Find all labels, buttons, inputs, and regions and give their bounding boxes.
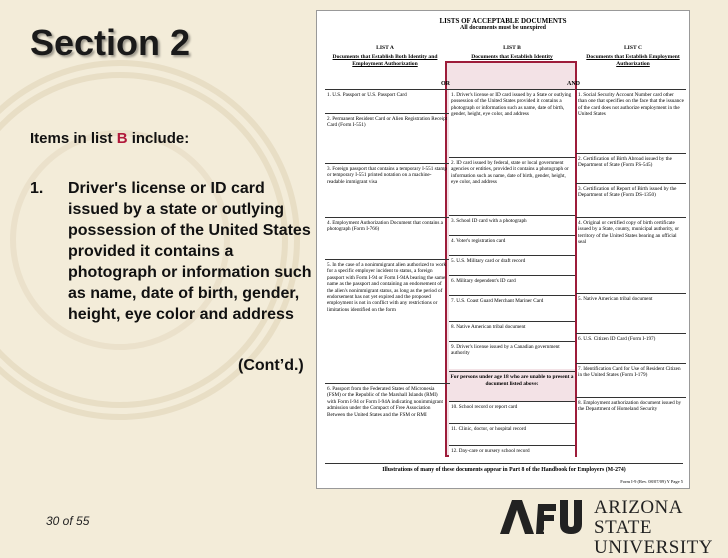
list-b-minor-item: 10. School record or report card: [449, 401, 575, 423]
list-c-item: 8. Employment authorization document issued by the Department of Homeland Security: [576, 397, 686, 437]
list-b-doc-item: 7. U.S. Coast Guard Merchant Mariner Card: [449, 295, 575, 321]
list-a-item: 5. In the case of a nonimmigrant alien authorized to work for a specific employer incident to status, a foreign passport with Form I-94 or Form I-94A bearing the same name as the passport and containing an endorsement of the alien's nonimmigrant status, as long as the period of endorsement has not yet expired and the proposed employment is not in conflict with any restrictions or limitations identified on the form: [325, 259, 450, 383]
list-b-doc-item: 2. ID card issued by federal, state or local government agencies or entities, provided it contains a photograph or information such as name, date of birth, gender, height, eye color, and address: [449, 157, 575, 215]
list-a-title: LIST A: [376, 45, 394, 51]
list-b-doc-item: 3. School ID card with a photograph: [449, 215, 575, 235]
asu-mark-icon: [498, 498, 588, 536]
continued-label: (Cont’d.): [238, 357, 304, 374]
item-number: 1.: [30, 180, 44, 197]
list-a-item: 1. U.S. Passport or U.S. Passport Card: [325, 89, 450, 113]
list-a-item: 3. Foreign passport that contains a temporary I-551 stamp or temporary I-551 printed notation on a machine-readable immigrant visa: [325, 163, 450, 217]
slide-number: 30 of 55: [46, 514, 90, 528]
list-a-header: [325, 45, 445, 68]
list-c-item: 4. Original or certified copy of birth certificate issued by a State, county, municipal authority, or territory of the United States bearing an official seal: [576, 217, 686, 293]
asu-logo: [498, 494, 718, 558]
list-b-subtitle: Documents that Establish Identity: [471, 54, 553, 60]
slide-title: Section 2: [30, 22, 191, 63]
doc-footer: Illustrations of many of these documents appear in Part 8 of the Handbook for Employers (M-274): [325, 463, 683, 473]
or-label: OR: [441, 81, 450, 87]
doc-title: LISTS OF ACCEPTABLE DOCUMENTS: [439, 17, 567, 25]
list-c-item: 1. Social Security Account Number card other than one that specifies on the face that the issuance of the card does not authorize employment in the United States: [576, 89, 686, 153]
list-c-item: 2. Certification of Birth Abroad issued by the Department of State (Form FS-545): [576, 153, 686, 183]
list-b-doc-item: 4. Voter's registration card: [449, 235, 575, 255]
form-reference: Form I-9 (Rev. 08/07/09) Y Page 5: [620, 479, 683, 484]
list-b-title: LIST B: [503, 45, 521, 51]
list-c-item: 3. Certification of Report of Birth issued by the Department of State (Form DS-1350): [576, 183, 686, 217]
list-b-doc-item: 9. Driver's license issued by a Canadian government authority: [449, 341, 575, 369]
minor-note: For persons under age 18 who are unable to present a document listed above:: [449, 371, 575, 404]
list-c-item: 6. U.S. Citizen ID Card (Form I-197): [576, 333, 686, 363]
item-text: Driver's license or ID card issued by a state or outlying possession of the United States provided it contains a photograph or information such as name, date of birth, gender, height, eye color and address: [68, 180, 312, 323]
acceptable-documents-form: [316, 10, 690, 489]
intro-suffix: include:: [127, 130, 190, 147]
list-b-doc-item: 1. Driver's license or ID card issued by a State or outlying possession of the United States provided it contains a photograph or information such as name, date of birth, gender, height, eye color, and address: [449, 89, 575, 157]
list-c-item: 5. Native American tribal document: [576, 293, 686, 333]
list-c-title: LIST C: [623, 45, 643, 51]
list-c-header: [583, 45, 683, 68]
list-b-minor-item: 11. Clinic, doctor, or hospital record: [449, 423, 575, 445]
list-b-doc-item: 6. Military dependent's ID card: [449, 275, 575, 295]
list-a-item: 4. Employment Authorization Document that contains a photograph (Form I-766): [325, 217, 450, 259]
intro-highlight: B: [116, 130, 128, 147]
list-b-doc-item: 5. U.S. Military card or draft record: [449, 255, 575, 275]
list-intro: [30, 130, 189, 147]
asu-mark-text: ASU: [543, 528, 556, 534]
list-a-item: 2. Permanent Resident Card or Alien Registration Receipt Card (Form I-551): [325, 113, 450, 163]
and-label: AND: [567, 81, 580, 87]
list-b-doc-item: 8. Native American tribal document: [449, 321, 575, 341]
list-c-item: 7. Identification Card for Use of Resident Citizen in the United States (Form I-179): [576, 363, 686, 397]
list-a-item: 6. Passport from the Federated States of Micronesia (FSM) or the Republic of the Marshall Islands (RMI) with Form I-94 or Form I-94A indicating nonimmigrant admission under the Compact of Free Association Between the United States and the FSM or RMI: [325, 383, 450, 459]
list-a-subtitle: Documents that Establish Both Identity and Employment Authorization: [332, 54, 438, 67]
list-b-minor-item: 12. Day-care or nursery school record: [449, 445, 575, 467]
intro-prefix: Items in list: [30, 130, 117, 147]
list-c-subtitle: Documents that Establish Employment Authorization: [586, 54, 680, 67]
asu-wordmark: [594, 498, 718, 558]
doc-subtitle: All documents must be unexpired: [460, 25, 546, 31]
asu-wordmark-line1: ARIZONA STATE: [594, 497, 682, 538]
asu-wordmark-line2: UNIVERSITY: [594, 537, 713, 558]
list-b-header: [457, 45, 567, 61]
